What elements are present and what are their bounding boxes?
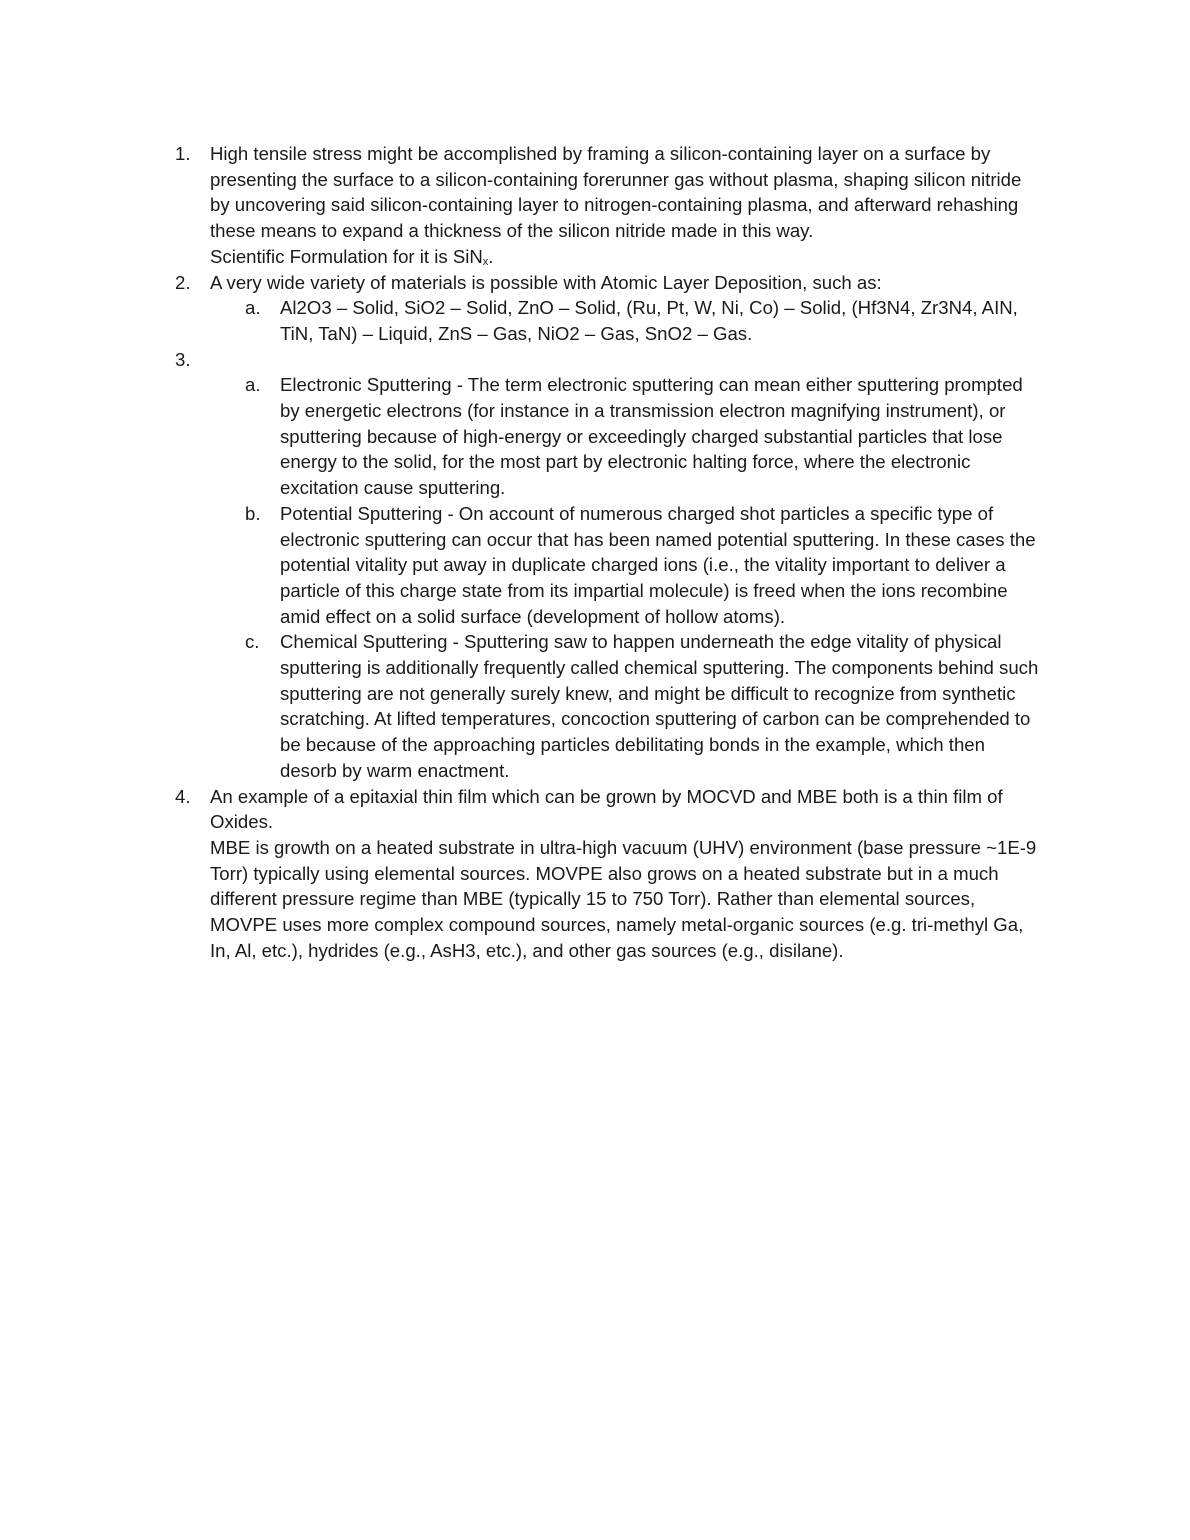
list-item-4	[0, 784, 1046, 964]
sub-item-3a	[0, 372, 1046, 501]
sub-item-3c	[0, 629, 1046, 783]
list-number: 1.	[175, 143, 191, 164]
sub-letter: c.	[245, 631, 260, 653]
sub-item-3b	[0, 501, 1046, 630]
list-item-1	[0, 141, 1046, 270]
formula-subscript: x	[482, 255, 489, 268]
item-text-continued: MBE is growth on a heated substrate in ultra-high vacuum (UHV) environment (base pressure ~1E-9 Torr) typically using elemental sources. MOVPE also grows on a heated substrate but in a much different pressure regime than MBE (typically 15 to 750 Torr). Rather than elemental sources, MOVPE uses more complex compound sources, namely metal-organic sources (e.g. tri-methyl Ga, In, Al, etc.), hydrides (e.g., AsH3, etc.), and other gas sources (e.g., disilane).	[210, 836, 1037, 961]
list-number: 4.	[175, 785, 191, 807]
item-text: High tensile stress might be accomplished by framing a silicon-containing layer on a surface by presenting the surface to a silicon-containing forerunner gas without plasma, shaping silicon nitride by uncovering said silicon-containing layer to nitrogen-containing plasma, and afterward rehashing these means to expand a thickness of the silicon nitride made in this way.	[210, 143, 1022, 242]
formula-line	[210, 244, 1046, 270]
sub-item-text: Al2O3 – Solid, SiO2 – Solid, ZnO – Solid, (Ru, Pt, W, Ni, Co) – Solid, (Hf3N4, Zr3N4, AIN, TiN, TaN) – Liquid, ZnS – Gas, NiO2 – Gas, SnO2 – Gas.	[280, 297, 1018, 344]
empty-line	[210, 347, 1046, 373]
formula-prefix: Scientific Formulation for it is SiN	[210, 245, 483, 267]
list-item-2	[0, 270, 1046, 296]
list-number: 3.	[175, 348, 191, 370]
sub-item-text: Potential Sputtering - On account of numerous charged shot particles a specific type of electronic sputtering can occur that has been named potential sputtering. In these cases the potential vitality put away in duplicate charged ions (i.e., the vitality important to deliver a particle of this charge state from its impartial molecule) is freed when the ions recombine amid effect on a solid surface (development of hollow atoms).	[280, 502, 1036, 627]
sub-letter: a.	[245, 297, 261, 319]
list-item-3	[0, 347, 1046, 373]
item-text: A very wide variety of materials is possible with Atomic Layer Deposition, such as:	[210, 271, 882, 293]
sub-letter: b.	[245, 502, 261, 524]
formula-suffix: .	[488, 245, 494, 267]
sub-item-text: Electronic Sputtering - The term electronic sputtering can mean either sputtering prompted by energetic electrons (for instance in a transmission electron magnifying instrument), or sputtering because of high-energy or exceedingly charged substantial particles that lose energy to the solid, for the most part by electronic halting force, where the electronic excitation cause sputtering.	[280, 374, 1023, 499]
item-text: An example of a epitaxial thin film which can be grown by MOCVD and MBE both is a thin film of Oxides.	[210, 785, 1003, 833]
sub-item-text: Chemical Sputtering - Sputtering saw to happen underneath the edge vitality of physical sputtering is additionally frequently called chemical sputtering. The components behind such sputtering are not generally surely knew, and might be difficult to recognize from synthetic scratching. At lifted temperatures, concoction sputtering of carbon can be comprehended to be because of the approaching particles debilitating bonds in the example, which then desorb by warm enactment.	[280, 631, 1039, 781]
list-number: 2.	[175, 271, 191, 293]
sub-letter: a.	[245, 374, 261, 396]
sub-item-2a	[0, 295, 1046, 346]
